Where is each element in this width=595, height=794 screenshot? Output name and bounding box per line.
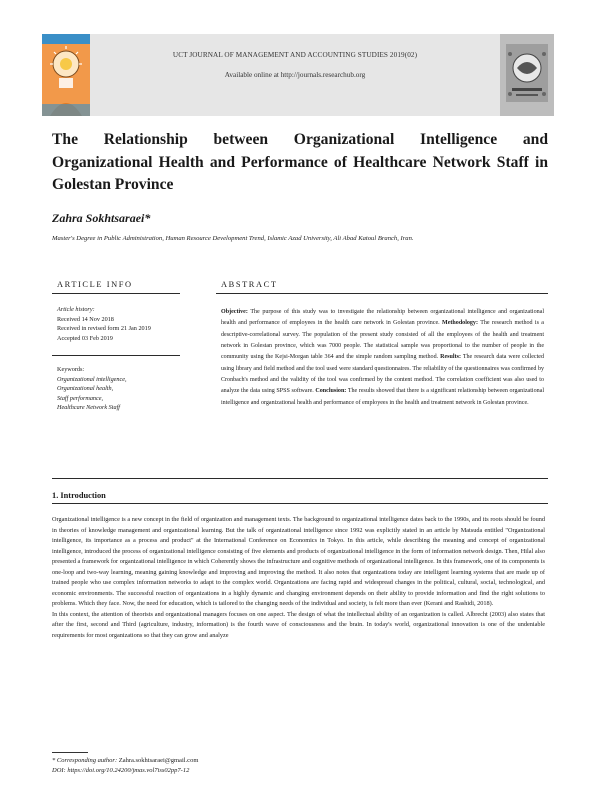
author-name: Zahra Sokhtsaraei* [52,211,151,225]
keyword-item: Organizational intelligence, [57,375,127,383]
received-date: Received 14 Nov 2018 [57,315,114,323]
results-text: The research data were collected using library and field method and the tool used were standard questionnaires. The reliability of the questionnaires was confirmed by Cronbach's method and the validity of the tool was confirmed by the content method. The correlation coefficient was also used to analyze the data using SPSS software. [221,354,544,395]
introduction-paragraph: In this context, the attention of theorists and organizational managers focuses on one aspect. The design of what the intellectual ability of an organization is called. Albrecht (2003) also states that after the first, second and Third (agriculture, industry, information) is the fourth wave of consciousness and the brain. In today's world, organizational innovation is one of the undeniable requirements for most organizations so that they can grow and analyze [52,610,545,640]
paper-title [52,129,548,197]
article-info-heading: ARTICLE INFO [57,280,133,289]
doi-link[interactable]: DOI: https://doi.org/10.24200/jmas.vol7iss02pp7-12 [52,767,190,774]
keywords-label: Keywords: [57,366,85,373]
keywords-block [57,365,127,413]
history-label: Article history: [57,306,95,313]
objective-label: Objective: [221,309,248,315]
results-label: Results: [440,354,461,361]
keyword-item: Healthcare Network Staff [57,404,121,412]
title-line-3: Golestan Province [52,176,174,193]
keyword-item: Organizational health, [57,385,114,393]
lightbulb-head-logo-icon [42,34,90,116]
introduction-rule [52,503,548,504]
keyword-item: Staff performance, [57,394,104,402]
methodology-text: The research method is a descriptive-correlational survey. The population of the present study consisted of all the employees of the health and treatment network in Golestan province, which was 7000 people. The statistical sample was proportional to the number of people in the community using the Kejsi-Morgan table 364 and the simple random sampling method. [221,320,544,361]
revised-date: Received in revised form 21 Jan 2019 [57,325,151,333]
journal-name: UCT JOURNAL OF MANAGEMENT AND ACCOUNTING STUDIES 2019(02) [172,51,418,59]
corresponding-author-note [52,757,198,764]
footnote-rule [52,752,88,753]
corresponding-email: Zahra.sokhtsaraei@gmail.com [118,757,199,764]
journal-availability: Available online at http://journals.researchub.org [224,71,366,79]
conclusion-text: The results showed that there is a significant relationship between organizational intelligence and organizational health and performance of employees in the health and treatment network in Golestan province. [221,388,545,406]
conclusion-label: Conclusion: [315,388,347,395]
abstract-text [221,307,544,409]
author-affiliation: Master's Degree in Public Administration, Human Resource Development Trend, Islamic Azad University, Ali Abad Katoul Branch, Iran. [52,235,414,242]
corresponding-author-label: * Corresponding author: [52,757,118,764]
title-line-1: The Relationship between Organizational Intelligence and [52,131,548,148]
journal-seal-logo-icon [500,34,554,116]
front-matter-rule [52,478,548,479]
introduction-heading: 1. Introduction [52,491,106,500]
objective-text: The purpose of this study was to investigate the relationship between organizational intelligence and organizational health and performance of employees in the health care network in Golestan province. [221,309,544,327]
accepted-date: Accepted 03 Feb 2019 [57,334,113,342]
article-info-rule-top [52,293,180,294]
abstract-rule-top [216,293,548,294]
methodology-label: Methodology: [442,320,478,327]
article-history [57,305,151,343]
article-info-rule-mid [52,355,180,356]
introduction-paragraph: Organizational intelligence is a new concept in the field of organization and management texts. The background to organizational intelligence dates back to the 1990s, and its roots should be found in theories of knowledge management and organizational learning. But the talk of organizational intelligence since 1992 was explicitly stated in an article by Matsuda entitled "Organizational intelligence, its importance as a process and product" at the International Conference on Economics in Tokyo. In this article, while describing the meaning and concept of organizational intelligence, introduced the process of organizational intelligence consisting of five elements and products of organizational intelligence in the form of information network design. Then, Hilal also presented a framework for organizational intelligence in which Coherently shows the infrastructure and cognitive methods of organizational intelligence. In this framework, one of its components is one-loop and two-way learning, meaning gaining knowledge and improving and improving the method. It also notes that organizations today are intelligent learning systems that are made up of trained people who use complex information networks to adapt to the complex world. Organizations are facing rapid and widespread changes in the political, cultural, social, technological, and economic environments. The successful reaction of organizations in a highly dynamic and changing environment depends on their ability to provide information and find the right solutions to problems. Which they face. Now, the need for education, which is tailored to the changing needs of the individual and society, is felt more than ever (Kerani and Rashidi, 2018). [52,516,545,608]
title-line-2: Organizational Health and Performance of Healthcare Network Staff in [52,153,548,171]
introduction-body [52,515,545,642]
abstract-heading: ABSTRACT [221,280,278,289]
